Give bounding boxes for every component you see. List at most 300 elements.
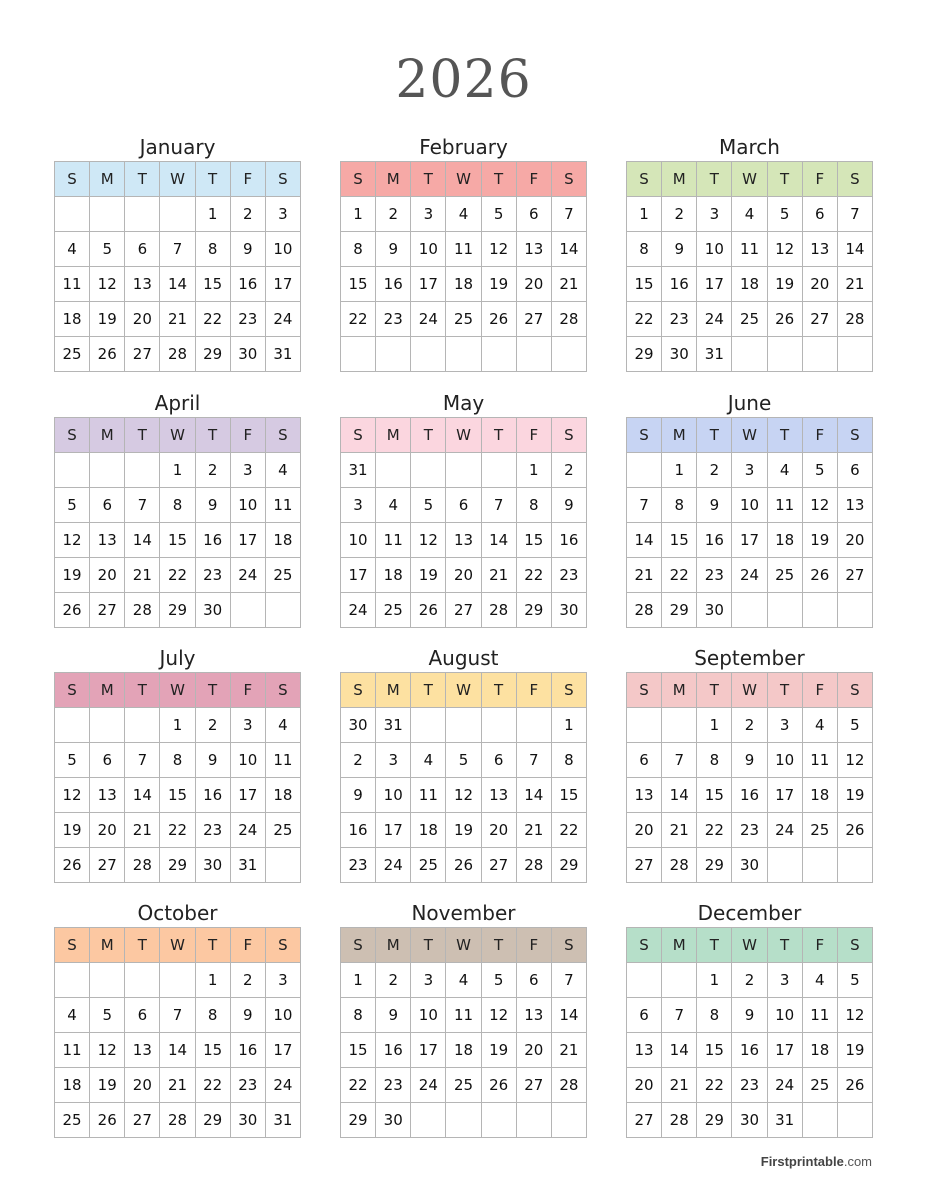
week-row [55, 267, 301, 302]
day-cell: 18 [265, 778, 300, 813]
weekday-header: S [837, 928, 872, 963]
week-row [627, 453, 873, 488]
day-cell: 25 [446, 302, 481, 337]
day-cell: 14 [551, 232, 586, 267]
day-cell: 5 [411, 488, 446, 523]
day-cell: 7 [551, 963, 586, 998]
day-cell: 29 [662, 593, 697, 628]
day-cell: 11 [446, 998, 481, 1033]
day-cell: 12 [55, 778, 90, 813]
week-row [341, 998, 587, 1033]
day-cell: 13 [627, 778, 662, 813]
day-cell: 18 [767, 523, 802, 558]
day-cell: 4 [802, 708, 837, 743]
week-row [627, 197, 873, 232]
day-cell: 18 [55, 302, 90, 337]
month-name: December [697, 901, 802, 925]
day-cell: 30 [732, 1103, 767, 1138]
day-cell: 19 [90, 1068, 125, 1103]
day-cell: 28 [481, 593, 516, 628]
day-cell: 15 [160, 523, 195, 558]
day-cell: 10 [732, 488, 767, 523]
day-cell: 11 [767, 488, 802, 523]
day-cell [551, 337, 586, 372]
footer-brand-suffix: .com [843, 1154, 872, 1169]
weekday-header-row [627, 673, 873, 708]
day-cell: 27 [802, 302, 837, 337]
day-cell: 17 [265, 1033, 300, 1068]
month-august [340, 644, 587, 883]
weekday-header: F [802, 928, 837, 963]
day-cell: 4 [265, 453, 300, 488]
day-cell [230, 593, 265, 628]
day-cell: 14 [516, 778, 551, 813]
day-cell: 1 [551, 708, 586, 743]
day-cell: 22 [516, 558, 551, 593]
weekday-header: M [376, 418, 411, 453]
day-cell: 10 [767, 998, 802, 1033]
week-row [341, 1068, 587, 1103]
day-cell [446, 1103, 481, 1138]
day-cell: 31 [230, 848, 265, 883]
day-cell [481, 708, 516, 743]
week-row [341, 1033, 587, 1068]
day-cell: 18 [732, 267, 767, 302]
weekday-header: T [697, 162, 732, 197]
weekday-header: W [446, 162, 481, 197]
day-cell: 1 [697, 963, 732, 998]
day-cell: 15 [195, 1033, 230, 1068]
day-cell: 3 [411, 963, 446, 998]
week-row [55, 488, 301, 523]
week-row [627, 813, 873, 848]
day-cell: 27 [446, 593, 481, 628]
weekday-header: F [516, 928, 551, 963]
day-cell: 8 [662, 488, 697, 523]
day-cell: 28 [551, 1068, 586, 1103]
day-cell: 5 [802, 453, 837, 488]
weekday-header: F [516, 418, 551, 453]
weekday-header-row [341, 673, 587, 708]
day-cell: 29 [195, 337, 230, 372]
day-cell: 17 [411, 1033, 446, 1068]
day-cell: 20 [125, 302, 160, 337]
day-cell: 16 [230, 267, 265, 302]
day-cell: 23 [697, 558, 732, 593]
day-cell: 27 [627, 1103, 662, 1138]
day-cell: 16 [376, 1033, 411, 1068]
day-cell: 15 [662, 523, 697, 558]
day-cell: 3 [230, 708, 265, 743]
day-cell: 21 [125, 558, 160, 593]
weekday-header: S [627, 673, 662, 708]
week-row [627, 848, 873, 883]
week-row [55, 963, 301, 998]
week-row [55, 232, 301, 267]
weekday-header: F [802, 673, 837, 708]
day-cell: 11 [265, 743, 300, 778]
weekday-header-row [55, 418, 301, 453]
day-cell: 12 [837, 743, 872, 778]
day-cell: 11 [265, 488, 300, 523]
week-row [627, 593, 873, 628]
day-cell: 6 [516, 197, 551, 232]
weekday-header: S [837, 418, 872, 453]
day-cell: 26 [411, 593, 446, 628]
day-cell: 26 [481, 302, 516, 337]
day-cell: 19 [481, 267, 516, 302]
day-cell: 23 [341, 848, 376, 883]
month-name: May [442, 391, 485, 415]
month-september [626, 644, 873, 883]
day-cell: 18 [446, 267, 481, 302]
week-row [55, 558, 301, 593]
day-cell: 3 [697, 197, 732, 232]
day-cell: 24 [230, 813, 265, 848]
month-name: September [694, 646, 805, 670]
day-cell: 11 [446, 232, 481, 267]
day-cell: 27 [125, 337, 160, 372]
day-cell: 3 [265, 963, 300, 998]
week-row [55, 1033, 301, 1068]
day-cell: 25 [55, 337, 90, 372]
day-cell: 4 [55, 232, 90, 267]
day-cell: 8 [341, 998, 376, 1033]
day-cell: 21 [662, 1068, 697, 1103]
day-cell [55, 708, 90, 743]
week-row [627, 708, 873, 743]
day-cell: 25 [446, 1068, 481, 1103]
day-cell: 8 [160, 743, 195, 778]
day-cell: 27 [516, 302, 551, 337]
day-cell: 29 [697, 1103, 732, 1138]
day-cell: 17 [230, 778, 265, 813]
weekday-header: T [767, 162, 802, 197]
day-cell [732, 337, 767, 372]
day-cell: 30 [195, 593, 230, 628]
day-cell: 2 [662, 197, 697, 232]
week-row [55, 302, 301, 337]
day-cell: 16 [551, 523, 586, 558]
day-cell: 24 [341, 593, 376, 628]
weekday-header: M [662, 418, 697, 453]
day-cell: 6 [90, 743, 125, 778]
day-cell: 28 [125, 593, 160, 628]
day-cell: 25 [732, 302, 767, 337]
day-cell: 14 [662, 1033, 697, 1068]
day-cell [160, 197, 195, 232]
day-cell: 16 [697, 523, 732, 558]
day-cell: 15 [551, 778, 586, 813]
week-row [627, 1033, 873, 1068]
day-cell: 20 [125, 1068, 160, 1103]
week-row [55, 1068, 301, 1103]
day-cell: 21 [125, 813, 160, 848]
day-cell: 15 [341, 1033, 376, 1068]
week-row [627, 558, 873, 593]
day-cell: 29 [195, 1103, 230, 1138]
day-cell: 2 [732, 963, 767, 998]
weekday-header: S [55, 418, 90, 453]
day-cell [481, 453, 516, 488]
day-cell: 7 [481, 488, 516, 523]
weekday-header: M [376, 673, 411, 708]
day-cell: 17 [411, 267, 446, 302]
weekday-header: S [341, 162, 376, 197]
day-cell: 9 [341, 778, 376, 813]
weekday-header: S [551, 418, 586, 453]
day-cell: 25 [265, 558, 300, 593]
week-row [55, 523, 301, 558]
day-cell: 28 [516, 848, 551, 883]
week-row [341, 337, 587, 372]
weekday-header: M [662, 162, 697, 197]
month-table [340, 672, 587, 883]
day-cell: 24 [411, 1068, 446, 1103]
day-cell: 30 [662, 337, 697, 372]
day-cell: 12 [802, 488, 837, 523]
day-cell: 9 [230, 998, 265, 1033]
week-row [55, 337, 301, 372]
weekday-header: W [732, 928, 767, 963]
day-cell: 15 [195, 267, 230, 302]
day-cell [802, 848, 837, 883]
weekday-header: S [551, 162, 586, 197]
day-cell: 18 [446, 1033, 481, 1068]
weekday-header-row [55, 673, 301, 708]
week-row [627, 337, 873, 372]
day-cell: 28 [662, 1103, 697, 1138]
day-cell [767, 848, 802, 883]
day-cell: 30 [551, 593, 586, 628]
day-cell: 1 [627, 197, 662, 232]
day-cell: 1 [195, 963, 230, 998]
weekday-header-row [55, 162, 301, 197]
day-cell: 16 [376, 267, 411, 302]
week-row [55, 1103, 301, 1138]
day-cell [627, 708, 662, 743]
day-cell: 29 [341, 1103, 376, 1138]
day-cell [802, 593, 837, 628]
weekday-header-row [341, 418, 587, 453]
day-cell: 24 [767, 1068, 802, 1103]
day-cell [55, 197, 90, 232]
day-cell: 5 [446, 743, 481, 778]
weekday-header-row [627, 162, 873, 197]
day-cell: 5 [837, 963, 872, 998]
week-row [627, 963, 873, 998]
month-table [54, 672, 301, 883]
day-cell: 20 [481, 813, 516, 848]
day-cell: 26 [90, 1103, 125, 1138]
month-table [626, 161, 873, 372]
weekday-header: T [481, 673, 516, 708]
month-april [54, 389, 301, 628]
week-row [627, 1103, 873, 1138]
day-cell [125, 453, 160, 488]
day-cell: 23 [195, 813, 230, 848]
month-name: January [139, 135, 216, 159]
week-row [341, 778, 587, 813]
weekday-header: F [230, 673, 265, 708]
day-cell: 6 [802, 197, 837, 232]
day-cell: 31 [767, 1103, 802, 1138]
day-cell: 1 [516, 453, 551, 488]
day-cell: 31 [376, 708, 411, 743]
day-cell [125, 197, 160, 232]
day-cell: 15 [627, 267, 662, 302]
weekday-header: T [411, 928, 446, 963]
week-row [341, 523, 587, 558]
day-cell: 24 [265, 1068, 300, 1103]
weekday-header: M [662, 928, 697, 963]
weekday-header-row [55, 928, 301, 963]
day-cell: 17 [697, 267, 732, 302]
week-row [55, 778, 301, 813]
month-name: February [419, 135, 508, 159]
day-cell: 2 [376, 963, 411, 998]
day-cell: 31 [265, 337, 300, 372]
day-cell: 9 [230, 232, 265, 267]
day-cell: 19 [446, 813, 481, 848]
day-cell: 13 [837, 488, 872, 523]
day-cell: 13 [481, 778, 516, 813]
day-cell: 20 [837, 523, 872, 558]
day-cell: 9 [732, 998, 767, 1033]
day-cell [55, 453, 90, 488]
day-cell [376, 337, 411, 372]
week-row [341, 848, 587, 883]
day-cell [411, 708, 446, 743]
day-cell: 29 [516, 593, 551, 628]
day-cell: 4 [802, 963, 837, 998]
day-cell: 19 [55, 558, 90, 593]
weekday-header: W [732, 162, 767, 197]
weekday-header: T [125, 673, 160, 708]
day-cell: 6 [446, 488, 481, 523]
day-cell: 20 [802, 267, 837, 302]
day-cell: 10 [767, 743, 802, 778]
month-december [626, 899, 873, 1138]
weekday-header: M [90, 673, 125, 708]
day-cell: 1 [697, 708, 732, 743]
day-cell: 30 [195, 848, 230, 883]
day-cell: 16 [195, 523, 230, 558]
day-cell: 27 [90, 593, 125, 628]
day-cell: 22 [160, 813, 195, 848]
day-cell: 20 [627, 813, 662, 848]
day-cell: 22 [341, 1068, 376, 1103]
month-name: November [411, 901, 516, 925]
day-cell: 27 [125, 1103, 160, 1138]
weekday-header: F [802, 162, 837, 197]
month-table [54, 417, 301, 628]
day-cell: 28 [160, 1103, 195, 1138]
day-cell: 9 [195, 488, 230, 523]
day-cell: 12 [90, 267, 125, 302]
day-cell [125, 963, 160, 998]
day-cell [837, 1103, 872, 1138]
day-cell: 8 [516, 488, 551, 523]
week-row [55, 848, 301, 883]
day-cell: 1 [341, 197, 376, 232]
weekday-header: F [230, 418, 265, 453]
day-cell [446, 453, 481, 488]
day-cell [55, 963, 90, 998]
day-cell [767, 337, 802, 372]
day-cell: 25 [767, 558, 802, 593]
day-cell: 25 [802, 813, 837, 848]
day-cell [90, 197, 125, 232]
month-may [340, 389, 587, 628]
day-cell: 25 [411, 848, 446, 883]
day-cell: 7 [627, 488, 662, 523]
day-cell [662, 708, 697, 743]
day-cell: 20 [516, 1033, 551, 1068]
day-cell: 14 [481, 523, 516, 558]
day-cell: 22 [551, 813, 586, 848]
day-cell: 8 [195, 232, 230, 267]
day-cell: 13 [125, 267, 160, 302]
day-cell: 24 [697, 302, 732, 337]
month-january [54, 133, 301, 372]
day-cell: 2 [195, 708, 230, 743]
weekday-header: S [265, 418, 300, 453]
week-row [627, 523, 873, 558]
day-cell: 11 [802, 998, 837, 1033]
day-cell: 5 [767, 197, 802, 232]
day-cell: 26 [55, 848, 90, 883]
weekday-header: M [90, 928, 125, 963]
day-cell: 13 [802, 232, 837, 267]
day-cell: 10 [230, 488, 265, 523]
day-cell: 12 [767, 232, 802, 267]
week-row [341, 197, 587, 232]
weekday-header-row [341, 928, 587, 963]
day-cell: 15 [341, 267, 376, 302]
day-cell: 22 [160, 558, 195, 593]
day-cell: 19 [837, 778, 872, 813]
month-table [340, 417, 587, 628]
day-cell: 22 [341, 302, 376, 337]
day-cell: 8 [697, 998, 732, 1033]
weekday-header: W [732, 418, 767, 453]
day-cell: 21 [662, 813, 697, 848]
day-cell: 8 [160, 488, 195, 523]
weekday-header: T [125, 162, 160, 197]
day-cell: 26 [90, 337, 125, 372]
month-table [626, 672, 873, 883]
day-cell: 29 [697, 848, 732, 883]
weekday-header: S [551, 928, 586, 963]
day-cell: 21 [481, 558, 516, 593]
day-cell: 1 [160, 453, 195, 488]
weekday-header: W [732, 673, 767, 708]
day-cell: 16 [195, 778, 230, 813]
weekday-header: S [341, 418, 376, 453]
day-cell: 13 [627, 1033, 662, 1068]
month-february [340, 133, 587, 372]
day-cell: 14 [551, 998, 586, 1033]
day-cell: 30 [697, 593, 732, 628]
day-cell: 5 [55, 488, 90, 523]
day-cell [516, 1103, 551, 1138]
day-cell: 7 [516, 743, 551, 778]
day-cell: 1 [195, 197, 230, 232]
day-cell [446, 337, 481, 372]
weekday-header: T [125, 418, 160, 453]
day-cell: 19 [802, 523, 837, 558]
